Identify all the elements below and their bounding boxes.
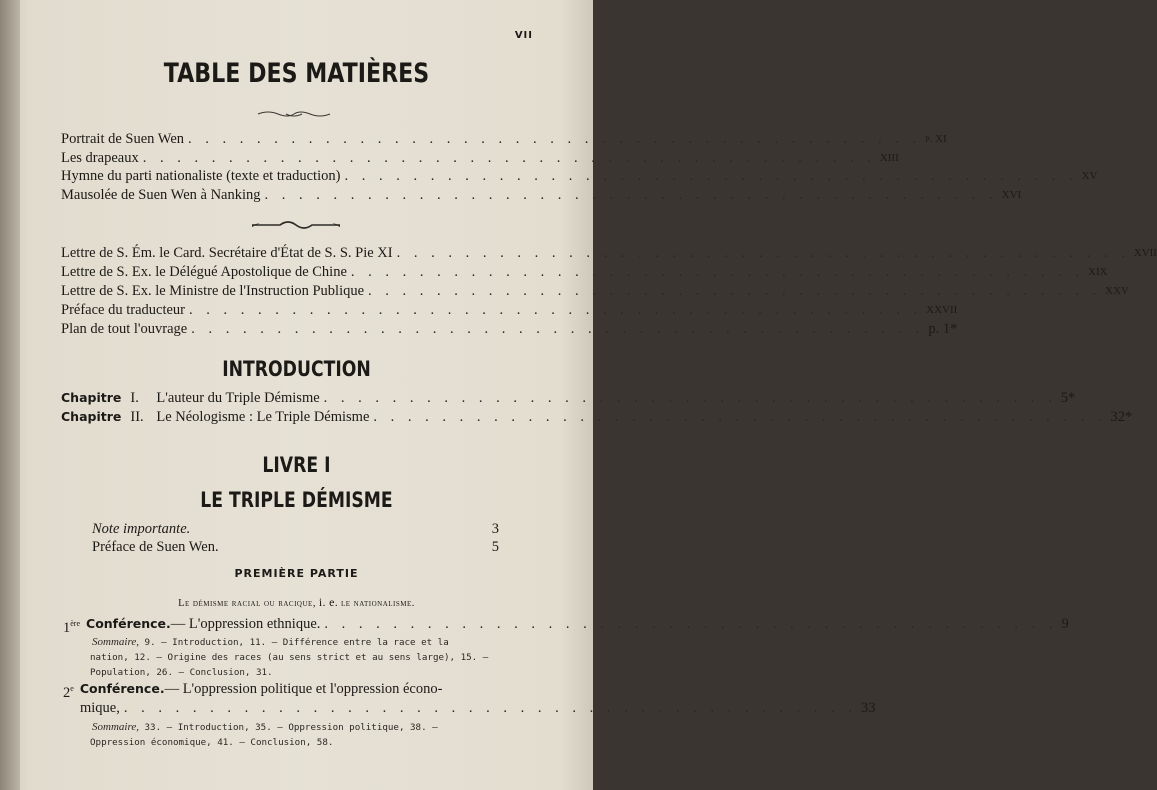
conference-title-continued: mique, bbox=[80, 700, 120, 716]
entry-page: p. XI bbox=[925, 133, 947, 145]
summary-text: 9. — Introduction, 11. — Différence entre la race et la bbox=[144, 637, 449, 648]
entry-page: p. 1* bbox=[928, 321, 958, 337]
conference-ordinal bbox=[63, 615, 81, 636]
dot-leader: . . . . . . . . . . . . . . . . . . . . . . . . . . . . . . . . . . . . . . . . . . . bbox=[396, 245, 1130, 261]
entry-label: Les drapeaux bbox=[61, 149, 139, 166]
summary-text: Population, 26. — Conclusion, 31. bbox=[90, 667, 273, 678]
summary-text: nation, 12. — Origine des races (au sens strict et au sens large), 15. — bbox=[90, 652, 489, 663]
toc-entry bbox=[61, 186, 1022, 204]
toc-entry bbox=[61, 244, 1157, 262]
toc-entry bbox=[61, 167, 1098, 185]
entry-label: Note importante. bbox=[92, 521, 191, 537]
chapter-title: L'auteur du Triple Démisme bbox=[156, 390, 320, 406]
entry-page: XIII bbox=[879, 151, 899, 164]
entry-label: Lettre de S. Ex. le Ministre de l'Instruction Publique bbox=[61, 283, 365, 299]
dot-leader: . . . . . . . . . . . . . . . . . . . . . . . . . . . . . . . . . . . . . . . . . . . bbox=[264, 186, 998, 203]
dot-leader: . . . . . . . . . . . . . . . . . . . . . . . . . . . . . . . . . . . . . . . . . . . bbox=[188, 131, 922, 147]
spacer bbox=[219, 538, 492, 556]
dot-leader: . . . . . . . . . . . . . . . . . . . . . . . . . . . . . . . . . . . . . . . . . . . bbox=[350, 264, 1085, 280]
entry-label: Mausolée de Suen Wen à Nanking bbox=[61, 186, 261, 203]
entry-label: Lettre de S. Ém. le Card. Secrétaire d'État de S. S. Pie XI bbox=[61, 245, 393, 261]
conference-entry-continued bbox=[80, 699, 876, 717]
conference-entry bbox=[63, 615, 1069, 636]
dot-leader: . . . . . . . . . . . . . . . . . . . . . . . . . . . . . . . . . . . . . . . . . . . bbox=[189, 302, 923, 318]
chapter-entry bbox=[61, 389, 1076, 407]
entry-page: 32* bbox=[1110, 409, 1133, 425]
entry-page: 3 bbox=[491, 521, 499, 537]
page-title: TABLE DES MATIÈRES bbox=[163, 58, 430, 89]
toc-entry bbox=[61, 263, 1108, 281]
part-subheading-end: le nationalisme. bbox=[341, 598, 415, 609]
dot-leader: . . . . . . . . . . . . . . . . . . . . . . . . . . . . . . . . . . . . . . . . . . . bbox=[324, 616, 1058, 632]
summary-line bbox=[92, 635, 512, 650]
entry-page: XXVII bbox=[926, 304, 958, 316]
entry-page: XVII bbox=[1133, 247, 1157, 259]
conference-summary bbox=[92, 635, 512, 680]
conference-label: Conférence. bbox=[86, 616, 171, 631]
ornament-divider-1 bbox=[256, 109, 332, 119]
entry-page: 5* bbox=[1060, 390, 1076, 406]
dot-leader: . . . . . . . . . . . . . . . . . . . . . . . . . . . . . . . . . . . . . . . . . . . bbox=[344, 168, 1078, 184]
entry-label: Préface du traducteur bbox=[61, 302, 185, 318]
summary-text: 33. — Introduction, 35. — Oppression politique, 38. — bbox=[144, 722, 438, 733]
entry-page: XIX bbox=[1088, 266, 1108, 278]
ornament-divider-2 bbox=[250, 219, 342, 231]
entry-page: 33 bbox=[861, 700, 876, 716]
entry-label: Hymne du parti nationaliste (texte et traduction) bbox=[61, 168, 341, 184]
conference-label: Conférence. bbox=[79, 681, 165, 696]
spacer bbox=[190, 520, 491, 538]
entry-label: Portrait de Suen Wen bbox=[61, 131, 185, 147]
toc-entry bbox=[92, 538, 499, 556]
entry-page: XVI bbox=[1001, 188, 1022, 201]
livre-heading: LIVRE I bbox=[262, 453, 331, 477]
ordinal-suffix: e bbox=[70, 684, 74, 693]
summary-line bbox=[90, 650, 512, 665]
part-subheading-ie: i. e. bbox=[318, 595, 339, 609]
entry-label: Plan de tout l'ouvrage bbox=[61, 321, 188, 337]
ordinal-number: 1 bbox=[63, 619, 71, 636]
part-subheading-smallcaps: Le démisme racial ou racique, bbox=[178, 598, 316, 609]
summary-text: Oppression économique, 41. — Conclusion, 58. bbox=[90, 737, 334, 748]
summary-line bbox=[90, 735, 512, 750]
ordinal-suffix: ère bbox=[70, 619, 81, 628]
summary-line bbox=[90, 665, 512, 680]
dot-leader: . . . . . . . . . . . . . . . . . . . . . . . . . . . . . . . . . . . . . . . . . . . bbox=[373, 409, 1107, 425]
toc-entry bbox=[92, 520, 499, 538]
chapter-title: Le Néologisme : Le Triple Démisme bbox=[156, 409, 370, 425]
chapter-label: Chapitre bbox=[61, 409, 122, 424]
summary-label: Sommaire, bbox=[92, 721, 139, 733]
toc-entry bbox=[61, 301, 958, 319]
dot-leader: . . . . . . . . . . . . . . . . . . . . . . . . . . . . . . . . . . . . . . . . . . . bbox=[123, 700, 857, 716]
entry-page: XV bbox=[1081, 170, 1098, 182]
dot-leader: . . . . . . . . . . . . . . . . . . . . . . . . . . . . . . . . . . . . . . . . . . . bbox=[323, 390, 1057, 406]
toc-entry bbox=[61, 282, 1129, 300]
toc-entry bbox=[61, 149, 899, 167]
livre-subheading: LE TRIPLE DÉMISME bbox=[200, 488, 393, 512]
conference-entry bbox=[63, 680, 503, 701]
summary-line bbox=[92, 720, 512, 735]
dot-leader: . . . . . . . . . . . . . . . . . . . . . . . . . . . . . . . . . . . . . . . . . . . bbox=[368, 283, 1102, 299]
part-heading: PREMIÈRE PARTIE bbox=[234, 567, 359, 580]
chapter-number: II. bbox=[130, 409, 144, 425]
toc-entry bbox=[61, 320, 958, 338]
page-number: VII bbox=[514, 30, 533, 41]
dot-leader: . . . . . . . . . . . . . . . . . . . . . . . . . . . . . . . . . . . . . . . . . . . bbox=[142, 149, 876, 166]
dot-leader: . . . . . . . . . . . . . . . . . . . . . . . . . . . . . . . . . . . . . . . . . . . bbox=[191, 321, 925, 337]
conference-ordinal bbox=[63, 680, 74, 701]
ordinal-number: 2 bbox=[63, 684, 71, 701]
conference-title: — L'oppression ethnique. bbox=[170, 616, 321, 632]
part-subheading bbox=[0, 595, 593, 610]
entry-page: XXV bbox=[1105, 285, 1129, 297]
page-binding-shadow bbox=[0, 0, 20, 790]
summary-label: Sommaire, bbox=[92, 636, 139, 648]
entry-label: Lettre de S. Ex. le Délégué Apostolique de Chine bbox=[61, 264, 347, 280]
entry-page: 5 bbox=[491, 539, 499, 555]
conference-summary bbox=[92, 720, 512, 750]
toc-entry bbox=[61, 130, 947, 148]
chapter-label: Chapitre bbox=[61, 390, 122, 405]
conference-title: — L'oppression politique et l'oppression écono- bbox=[164, 681, 443, 697]
entry-label: Préface de Suen Wen. bbox=[92, 539, 219, 555]
introduction-heading: INTRODUCTION bbox=[222, 357, 371, 381]
chapter-entry bbox=[61, 408, 1133, 426]
chapter-number: I. bbox=[130, 390, 139, 406]
entry-page: 9 bbox=[1061, 616, 1069, 632]
